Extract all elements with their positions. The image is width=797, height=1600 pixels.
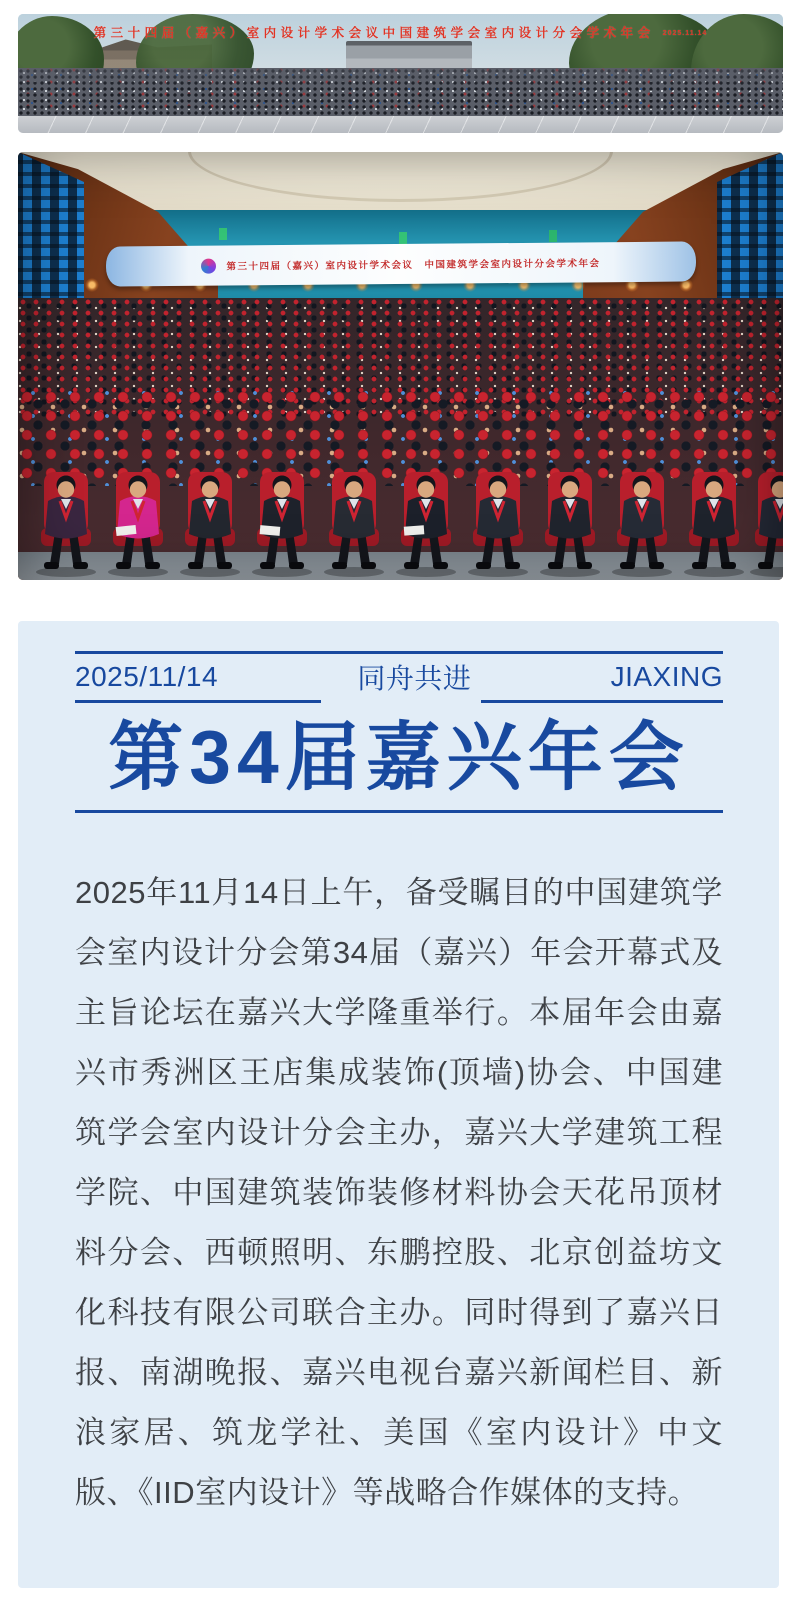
auditorium-photo[interactable] <box>18 152 783 580</box>
card-title: 第34届嘉兴年会 <box>108 715 690 799</box>
card-header <box>75 654 723 700</box>
banner-logo-icon <box>201 258 216 273</box>
card-slogan: 同舟共进 <box>357 663 472 694</box>
front-row-audience <box>18 468 783 580</box>
group-photo[interactable] <box>18 14 783 133</box>
group-crowd <box>18 68 783 117</box>
content-card <box>18 621 779 1588</box>
pavement <box>18 116 783 133</box>
stage-banner <box>106 241 696 286</box>
card-title-rule <box>75 810 723 813</box>
stage-banner-text: 第三十四届（嘉兴）室内设计学术会议 中国建筑学会室内设计分会学术年会 <box>226 258 601 273</box>
card-broken-rule <box>75 700 723 703</box>
rule-segment-left <box>75 700 321 703</box>
card-body: 2025年11月14日上午，备受瞩目的中国建筑学会室内设计分会第34届（嘉兴）年会开幕式及主旨论坛在嘉兴大学隆重举行。本届年会由嘉兴市秀洲区王店集成装饰(顶墙)协会、中国建筑学会室内设计分会主办，嘉兴大学建筑工程学院、中国建筑装饰装修材料协会天花吊顶材料分会、西顿照明、东鹏控股、北京创益坊文化科技有限公司联合主办。同时得到了嘉兴日报、南湖晚报、嘉兴电视台嘉兴新闻栏目、新浪家居、筑龙学社、美国《室内设计》中文版、《IID室内设计》等战略合作媒体的支持。 <box>75 875 723 1510</box>
conference-banner-title <box>18 23 783 41</box>
card-location: JIAXING <box>610 661 723 692</box>
conference-title-text: 第三十四届（嘉兴）室内设计学术会议中国建筑学会室内设计分会学术年会 <box>93 26 655 40</box>
card-date: 2025/11/14 <box>75 661 219 692</box>
rule-segment-right <box>481 700 723 703</box>
conference-date: 2025.11.14 <box>662 30 708 37</box>
